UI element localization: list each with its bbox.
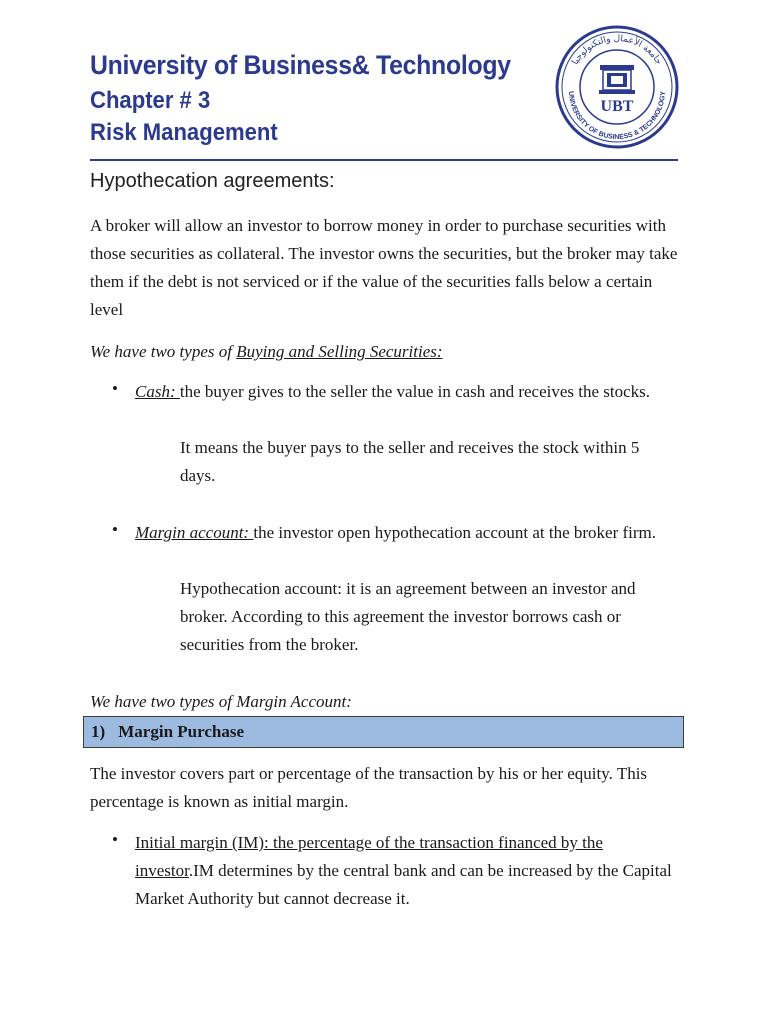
margin-detail: Hypothecation account: it is an agreement between an investor and broker. According to this agreement the investor borrows cash or securities from the broker. [180, 579, 636, 654]
margin-term: Margin account: [135, 523, 254, 542]
logo-english-ring: UNIVERSITY OF BUSINESS & TECHNOLOGY [566, 91, 668, 142]
chapter-label: Chapter # 3 [90, 87, 211, 114]
margin-types-line: We have two types of Margin Account: [90, 692, 352, 711]
subject-title: Risk Management [90, 119, 278, 146]
cash-bullet [135, 378, 680, 406]
margin-paragraph: The investor covers part or percentage of the transaction by his or her equity. This percentage is known as initial margin. [90, 764, 648, 811]
bullet-dot: • [112, 830, 118, 849]
intro-paragraph: A broker will allow an investor to borrow money in order to purchase securities with those securities as collateral. The investor owns the securities, but the broker may take them if the debt is not serviced or if the value of the securities falls below a certain level [90, 216, 678, 319]
logo-abbr: UBT [600, 98, 634, 115]
ubt-logo [555, 25, 679, 149]
cash-text: the buyer gives to the seller the value in cash and receives the stocks. [179, 382, 651, 401]
subsection-title: Margin Purchase [118, 722, 245, 741]
types-lead: We have two types of [90, 342, 237, 361]
subsection-number: 1) [91, 722, 106, 741]
margin-account-bullet [135, 519, 680, 547]
im-rest: .IM determines by the central bank and can be increased by the Capital Market Authority but cannot decrease it. [135, 861, 672, 908]
building-icon [599, 65, 635, 94]
logo-arabic-ring: جامعة الأعمال والتكنولوجيا [570, 33, 664, 67]
bullet-dot: • [112, 520, 118, 539]
types-line [90, 338, 680, 366]
margin-text: the investor open hypothecation account at the broker firm. [253, 523, 657, 542]
types-underlined: Buying and Selling Securities: [236, 342, 443, 361]
cash-detail: It means the buyer pays to the seller and receives the stock within 5 days. [180, 438, 640, 485]
bullet-dot: • [112, 379, 118, 398]
im-definition: Initial margin (IM): the percentage of the transaction financed by the investor [135, 833, 603, 880]
cash-term: Cash: [135, 382, 180, 401]
university-title: University of Business& Technology [90, 50, 511, 80]
subsection-bar [83, 716, 684, 748]
header-divider [90, 159, 678, 161]
section-heading: Hypothecation agreements: [90, 170, 335, 192]
initial-margin-bullet [135, 829, 680, 913]
